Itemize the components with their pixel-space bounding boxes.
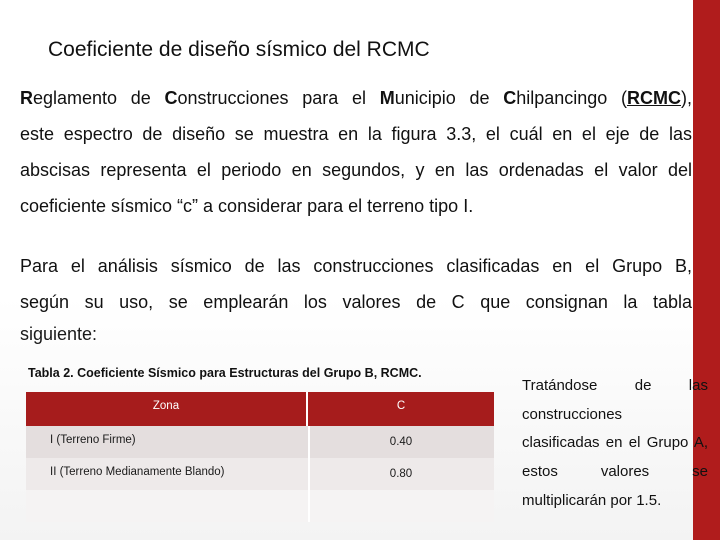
paragraph-2-line-2: según su uso, se emplearán los valores de C que consignan la tabla	[20, 292, 692, 312]
table-row-2-c: 0.80	[308, 458, 494, 490]
side-note-line-1: Tratándose de las	[522, 377, 708, 394]
side-note-line-3: clasificadas en el Grupo A,	[522, 434, 708, 452]
table-row-1-zona: I (Terreno Firme)	[26, 426, 308, 458]
paragraph-1-line-3: abscisas representa el periodo en segundos, y en las ordenadas el valor del	[20, 160, 692, 180]
table-row-empty-c	[308, 490, 494, 522]
table-column-divider	[308, 426, 310, 522]
paragraph-2-line-3: siguiente:	[20, 324, 98, 344]
table-caption: Tabla 2. Coeficiente Sísmico para Estructuras del Grupo B, RCMC.	[28, 366, 422, 380]
table-header-zona: Zona	[26, 392, 308, 426]
table-header-c: C	[308, 392, 494, 426]
paragraph-2	[20, 248, 692, 320]
paragraph-1-line-4: coeficiente sísmico “c” a considerar para el terreno tipo I.	[20, 196, 474, 216]
slide-title: Coeficiente de diseño sísmico del RCMC	[48, 38, 430, 61]
paragraph-1-line-1: Reglamento de Construcciones para el Municipio de Chilpancingo (RCMC),	[20, 88, 692, 108]
side-note-line-2: construcciones	[522, 405, 623, 423]
table-row-empty-zona	[26, 490, 308, 522]
paragraph-2-line-1: Para el análisis sísmico de las construcciones clasificadas en el Grupo B,	[20, 256, 692, 276]
paragraph-1-line-2: este espectro de diseño se muestra en la figura 3.3, el cuál en el eje de las	[20, 124, 692, 144]
paragraph-1	[20, 80, 692, 224]
side-note-line-4: estos valores se	[522, 463, 708, 481]
seismic-coefficient-table	[26, 392, 494, 522]
side-note-line-5: multiplicarán por 1.5.	[522, 491, 662, 509]
side-note	[522, 372, 708, 516]
table-row-1-c: 0.40	[308, 426, 494, 458]
table-row-2-zona: II (Terreno Medianamente Blando)	[26, 458, 308, 490]
